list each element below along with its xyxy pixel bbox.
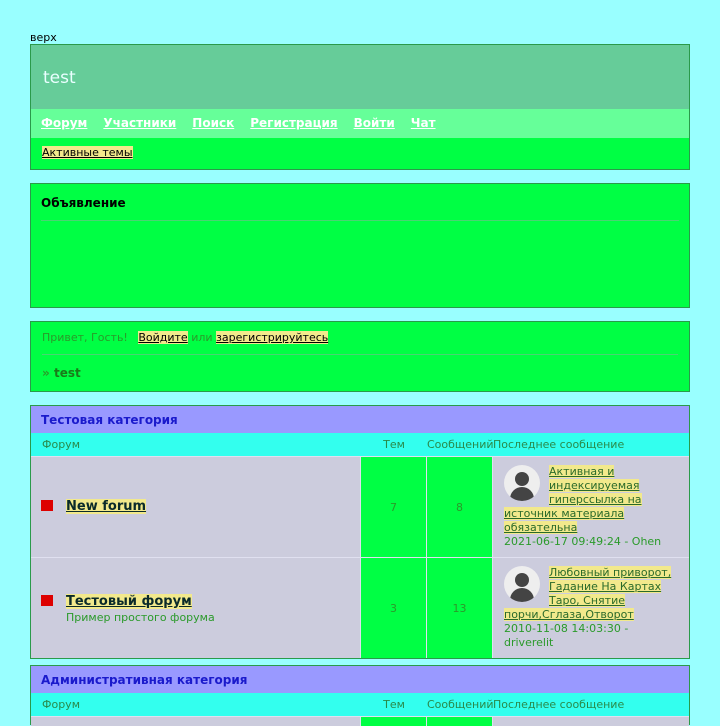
announcement-box [30,183,690,308]
main-nav [31,109,689,138]
col-posts: Сообщений [427,438,494,451]
breadcrumb [42,355,678,380]
category-admin [30,665,690,725]
forum-row [31,716,689,726]
category-title[interactable]: Тестовая категория [31,406,689,433]
topics-count: 7 [361,457,427,557]
title-bar [31,45,689,109]
forum-link[interactable]: Тестовый форум [66,594,192,609]
header [30,44,690,170]
nav-search[interactable]: Поиск [192,116,235,130]
col-forum: Форум [42,438,80,451]
column-headers [31,433,689,456]
nav-login[interactable]: Войти [353,116,395,130]
col-last-post: Последнее сообщение [493,438,625,451]
col-posts: Сообщений [427,698,494,711]
breadcrumb-item[interactable]: test [53,366,81,380]
welcome-box [30,321,690,392]
forum-status-icon [41,500,53,511]
top-anchor-label: верх [30,31,57,44]
last-post-meta: 2010-11-08 14:03:30 - driverelit [504,622,629,649]
last-post-meta: 2021-06-17 09:49:24 - Ohen [504,535,662,548]
forum-row [31,557,689,658]
nav-forum[interactable]: Форум [41,116,88,130]
category-test [30,405,690,659]
nav-members[interactable]: Участники [103,116,177,130]
category-title[interactable]: Административная категория [31,666,689,693]
topics-count [361,717,427,726]
greeting: Привет, Гость! [42,331,128,344]
sub-nav [31,138,689,169]
last-post-link[interactable]: Любовный приворот, Гадание На Картах Таро, Снятие порчи,Сглаза,Отворот [504,566,672,621]
or-text: или [191,331,213,344]
forum-status-icon [41,595,53,606]
col-last-post: Последнее сообщение [493,698,625,711]
breadcrumb-separator: » [42,366,50,380]
last-post-cell [493,558,689,658]
nav-register[interactable]: Регистрация [250,116,338,130]
login-link[interactable]: Войдите [138,331,188,344]
forum-row [31,456,689,557]
active-topics-link[interactable]: Активные темы [42,146,133,159]
welcome-line [42,331,678,355]
col-forum: Форум [42,698,80,711]
user-avatar-icon [504,566,540,602]
site-title: test [43,68,76,88]
forum-cell [31,457,361,557]
topics-count: 3 [361,558,427,658]
forum-description: Пример простого форума [66,611,215,624]
posts-count [427,717,493,726]
posts-count: 8 [427,457,493,557]
col-topics: Тем [383,438,405,451]
forum-cell [31,717,361,726]
column-headers [31,693,689,716]
forum-link[interactable]: New forum [66,499,147,514]
user-avatar-icon [504,465,540,501]
col-topics: Тем [383,698,405,711]
register-link[interactable]: зарегистрируйтесь [216,331,329,344]
last-post-cell [493,457,689,557]
last-post-cell [493,717,689,726]
forum-cell [31,558,361,658]
nav-chat[interactable]: Чат [410,116,436,130]
posts-count: 13 [427,558,493,658]
announcement-title: Объявление [41,196,679,221]
last-post-link[interactable]: Активная и индексируемая гиперссылка на источник материала обязательна [504,465,642,534]
